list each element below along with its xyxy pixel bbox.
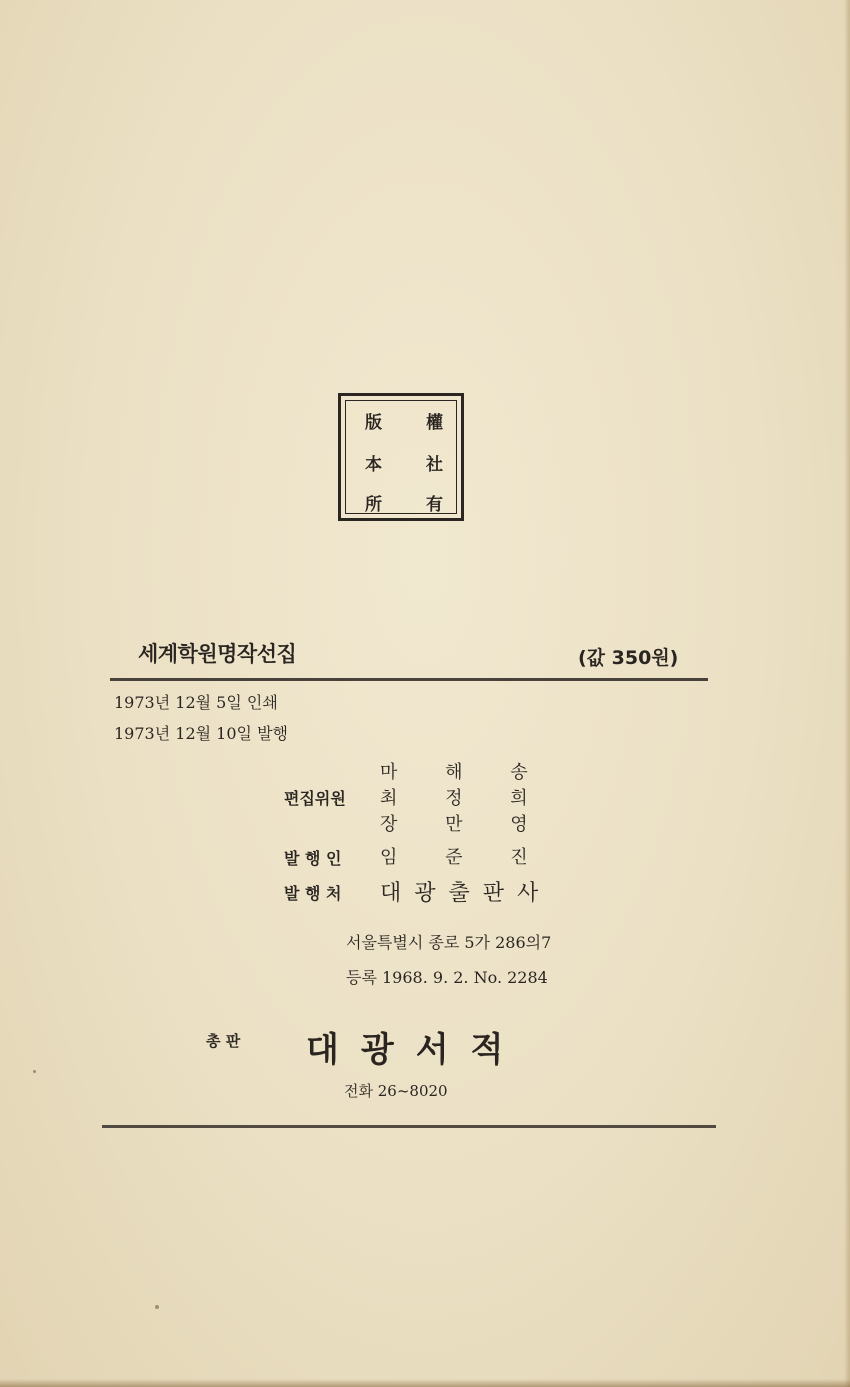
- stamp-char-so: 所: [365, 495, 382, 515]
- editor-name: 최 정 희: [380, 788, 530, 809]
- publish-date: 1973년 12월 10일 발행: [114, 724, 288, 743]
- price-label: (값 350원): [578, 647, 679, 669]
- top-divider: [110, 678, 708, 681]
- distributor-label: 총 판: [206, 1032, 241, 1050]
- stamp-char-sa: 社: [426, 455, 443, 475]
- stamp-char-bon: 本: [365, 455, 382, 475]
- editorial-committee-label: 편집위원: [284, 789, 346, 808]
- page-edge-shadow: [844, 0, 850, 1387]
- stamp-char-gwon: 權: [426, 413, 443, 433]
- page-bottom-edge: [0, 1379, 850, 1387]
- publisher-address: 서울특별시 종로 5가 286의7: [346, 933, 552, 952]
- publisher-name: 임 준 진: [380, 847, 530, 868]
- paper-speck: [33, 1070, 36, 1073]
- stamp-char-yu: 有: [426, 495, 443, 515]
- publishing-house-name: 대 광 출 판 사: [380, 881, 541, 906]
- publishing-house-label: 발 행 처: [284, 884, 342, 903]
- bottom-divider: [102, 1125, 716, 1128]
- paper-speck: [155, 1305, 159, 1309]
- stamp-char-ban: 版: [365, 413, 382, 433]
- editor-name: 장 만 영: [380, 814, 530, 835]
- series-title: 세계학원명작선집: [138, 642, 297, 666]
- phone-number: 전화 26~8020: [344, 1082, 448, 1100]
- print-date: 1973년 12월 5일 인쇄: [114, 693, 278, 712]
- registration-number: 등록 1968. 9. 2. No. 2284: [346, 968, 548, 987]
- publisher-label: 발 행 인: [284, 849, 342, 868]
- editor-name: 마 해 송: [380, 762, 530, 783]
- copyright-stamp: [338, 393, 464, 521]
- distributor-name: 대광서적: [306, 1030, 526, 1070]
